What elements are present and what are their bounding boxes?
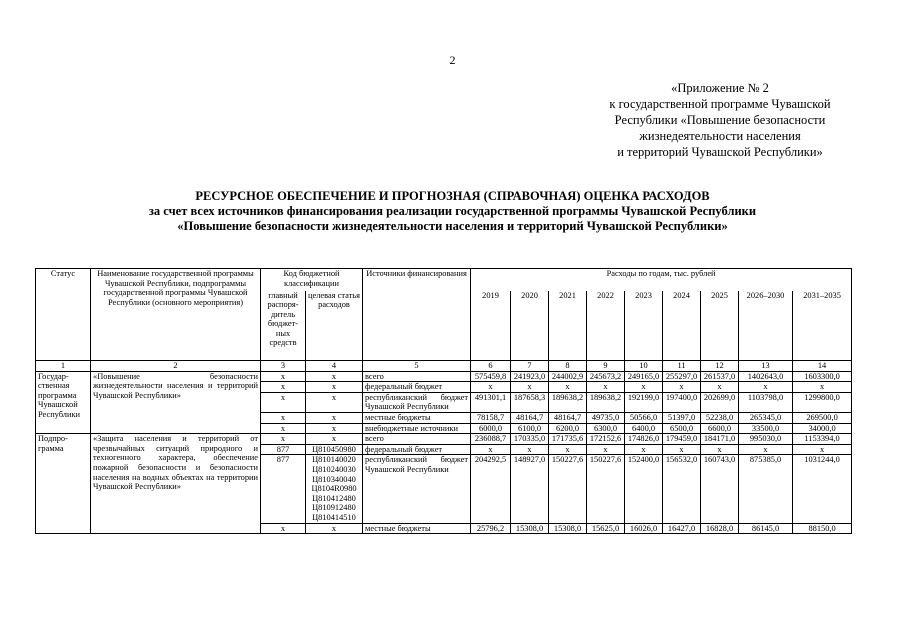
amount-cell: 249165,0 xyxy=(625,371,663,382)
header-expenses-group: Расходы по годам, тыс. рублей xyxy=(471,269,852,291)
title-line: «Повышение безопасности жизнедеятельности населения и территорий Чувашской Республики» xyxy=(177,219,728,233)
amount-cell: 184171,0 xyxy=(701,434,739,445)
header-year: 2025 xyxy=(701,291,739,361)
amount-cell: 1153394,0 xyxy=(793,434,852,445)
appendix-line: и территорий Чувашской Республики» xyxy=(617,145,823,159)
amount-cell: x xyxy=(549,444,587,455)
funding-source-cell: федеральный бюджет xyxy=(363,444,471,455)
header-year: 2019 xyxy=(471,291,511,361)
amount-cell: 204292,5 xyxy=(471,455,511,523)
amount-cell: 255297,0 xyxy=(663,371,701,382)
page-number: 2 xyxy=(449,53,456,67)
column-number: 14 xyxy=(793,361,852,372)
target-article-cell: x xyxy=(306,371,363,382)
amount-cell: x xyxy=(471,444,511,455)
status-cell: Подпро-грамма xyxy=(36,434,91,534)
table-row xyxy=(36,434,852,445)
amount-cell: 88150,0 xyxy=(793,523,852,534)
funding-source-cell: всего xyxy=(363,434,471,445)
column-number: 5 xyxy=(363,361,471,372)
amount-cell: x xyxy=(511,382,549,393)
title-line: за счет всех источников финансирования реализации государственной программы Чувашской Республики xyxy=(148,204,757,218)
amount-cell: x xyxy=(793,382,852,393)
column-number: 13 xyxy=(739,361,793,372)
amount-cell: 875385,0 xyxy=(739,455,793,523)
amount-cell: 1031244,0 xyxy=(793,455,852,523)
gr-code-cell: x xyxy=(261,382,306,393)
column-number: 9 xyxy=(587,361,625,372)
amount-cell: 52238,0 xyxy=(701,412,739,423)
gr-code-cell: x xyxy=(261,423,306,434)
column-number: 2 xyxy=(91,361,261,372)
amount-cell: 995030,0 xyxy=(739,434,793,445)
amount-cell: 241923,0 xyxy=(511,371,549,382)
column-number: 7 xyxy=(511,361,549,372)
program-name-cell: «Повышение безопасности жизнедеятельности населения и территорий Чувашской Республики» xyxy=(91,371,261,434)
amount-cell: 86145,0 xyxy=(739,523,793,534)
amount-cell: 6200,0 xyxy=(549,423,587,434)
amount-cell: 6400,0 xyxy=(625,423,663,434)
amount-cell: 48164,7 xyxy=(549,412,587,423)
amount-cell: 174826,0 xyxy=(625,434,663,445)
target-article-cell: x xyxy=(306,412,363,423)
target-article-cell: x xyxy=(306,382,363,393)
amount-cell: 156532,0 xyxy=(663,455,701,523)
column-number: 6 xyxy=(471,361,511,372)
amount-cell: x xyxy=(471,382,511,393)
amount-cell: 197400,0 xyxy=(663,392,701,412)
amount-cell: 148927,0 xyxy=(511,455,549,523)
amount-cell: 152400,0 xyxy=(625,455,663,523)
amount-cell: 48164,7 xyxy=(511,412,549,423)
amount-cell: 187658,3 xyxy=(511,392,549,412)
amount-cell: 6600,0 xyxy=(701,423,739,434)
column-number: 1 xyxy=(36,361,91,372)
amount-cell: 6500,0 xyxy=(663,423,701,434)
column-number: 8 xyxy=(549,361,587,372)
funding-source-cell: внебюджетные источники xyxy=(363,423,471,434)
amount-cell: 6000,0 xyxy=(471,423,511,434)
budget-table xyxy=(35,268,852,534)
title-line: РЕСУРСНОЕ ОБЕСПЕЧЕНИЕ И ПРОГНОЗНАЯ (СПРАВОЧНАЯ) ОЦЕНКА РАСХОДОВ xyxy=(195,189,710,203)
amount-cell: x xyxy=(663,382,701,393)
amount-cell: 50566,0 xyxy=(625,412,663,423)
target-article-cell: x xyxy=(306,392,363,412)
column-number: 11 xyxy=(663,361,701,372)
header-status: Статус xyxy=(36,269,91,361)
target-article-cell: Ц810140020 Ц810240030 Ц810340040 Ц8104R0980 Ц810412480 Ц810912480 Ц810414510 xyxy=(306,455,363,523)
amount-cell: 15625,0 xyxy=(587,523,625,534)
gr-code-cell: 877 xyxy=(261,444,306,455)
status-cell: Государ-ственная программа Чувашской Республики xyxy=(36,371,91,434)
funding-source-cell: всего xyxy=(363,371,471,382)
amount-cell: 25796,2 xyxy=(471,523,511,534)
amount-cell: 150227,6 xyxy=(587,455,625,523)
amount-cell: 575459,8 xyxy=(471,371,511,382)
amount-cell: 202699,0 xyxy=(701,392,739,412)
header-year: 2020 xyxy=(511,291,549,361)
header-year: 2031–2035 xyxy=(793,291,852,361)
amount-cell: 491301,1 xyxy=(471,392,511,412)
amount-cell: 34000,0 xyxy=(793,423,852,434)
header-year: 2022 xyxy=(587,291,625,361)
amount-cell: 170335,0 xyxy=(511,434,549,445)
header-code-cs: целевая статья расходов xyxy=(306,291,363,361)
appendix-line: «Приложение № 2 xyxy=(671,81,769,95)
funding-source-cell: местные бюджеты xyxy=(363,523,471,534)
appendix-note xyxy=(520,80,905,160)
amount-cell: x xyxy=(549,382,587,393)
amount-cell: 192199,0 xyxy=(625,392,663,412)
column-number: 4 xyxy=(306,361,363,372)
amount-cell: 179459,0 xyxy=(663,434,701,445)
amount-cell: 16427,0 xyxy=(663,523,701,534)
target-article-cell: x xyxy=(306,423,363,434)
amount-cell: 6300,0 xyxy=(587,423,625,434)
column-number: 3 xyxy=(261,361,306,372)
amount-cell: x xyxy=(793,444,852,455)
amount-cell: x xyxy=(587,444,625,455)
funding-source-cell: местные бюджеты xyxy=(363,412,471,423)
amount-cell: x xyxy=(701,444,739,455)
amount-cell: 245673,2 xyxy=(587,371,625,382)
header-year: 2023 xyxy=(625,291,663,361)
header-code-group: Код бюджетной классификации xyxy=(261,269,363,291)
document-title xyxy=(0,189,905,234)
amount-cell: 49735,0 xyxy=(587,412,625,423)
column-number: 12 xyxy=(701,361,739,372)
appendix-line: к государственной программе Чувашской xyxy=(609,97,831,111)
amount-cell: x xyxy=(625,382,663,393)
amount-cell: 1402643,0 xyxy=(739,371,793,382)
table-row xyxy=(36,371,852,382)
header-year: 2021 xyxy=(549,291,587,361)
amount-cell: x xyxy=(739,444,793,455)
amount-cell: x xyxy=(739,382,793,393)
amount-cell: 51397,0 xyxy=(663,412,701,423)
amount-cell: 189638,2 xyxy=(549,392,587,412)
amount-cell: 189638,2 xyxy=(587,392,625,412)
amount-cell: x xyxy=(663,444,701,455)
appendix-line: жизнедеятельности населения xyxy=(639,129,801,143)
amount-cell: 171735,6 xyxy=(549,434,587,445)
header-sources: Источники финансирования xyxy=(363,269,471,361)
target-article-cell: x xyxy=(306,523,363,534)
gr-code-cell: x xyxy=(261,392,306,412)
gr-code-cell: x xyxy=(261,523,306,534)
funding-source-cell: республиканский бюджет Чувашской Республики xyxy=(363,392,471,412)
funding-source-cell: федеральный бюджет xyxy=(363,382,471,393)
amount-cell: 265345,0 xyxy=(739,412,793,423)
amount-cell: x xyxy=(625,444,663,455)
amount-cell: 172152,6 xyxy=(587,434,625,445)
amount-cell: 261537,0 xyxy=(701,371,739,382)
gr-code-cell: 877 xyxy=(261,455,306,523)
target-article-cell: x xyxy=(306,434,363,445)
amount-cell: 15308,0 xyxy=(549,523,587,534)
target-article-cell: Ц810450980 xyxy=(306,444,363,455)
amount-cell: 160743,0 xyxy=(701,455,739,523)
amount-cell: 1103798,0 xyxy=(739,392,793,412)
amount-cell: 1299800,0 xyxy=(793,392,852,412)
amount-cell: x xyxy=(511,444,549,455)
header-code-gr: главный распоря-дитель бюджет-ных средств xyxy=(261,291,306,361)
amount-cell: 1603300,0 xyxy=(793,371,852,382)
amount-cell: 269500,0 xyxy=(793,412,852,423)
column-number: 10 xyxy=(625,361,663,372)
amount-cell: 244002,9 xyxy=(549,371,587,382)
gr-code-cell: x xyxy=(261,434,306,445)
amount-cell: 16828,0 xyxy=(701,523,739,534)
amount-cell: 78158,7 xyxy=(471,412,511,423)
appendix-line: Республики «Повышение безопасности xyxy=(614,113,826,127)
gr-code-cell: x xyxy=(261,412,306,423)
header-year: 2026–2030 xyxy=(739,291,793,361)
amount-cell: 150227,6 xyxy=(549,455,587,523)
amount-cell: x xyxy=(587,382,625,393)
amount-cell: 16026,0 xyxy=(625,523,663,534)
amount-cell: 15308,0 xyxy=(511,523,549,534)
amount-cell: 236088,7 xyxy=(471,434,511,445)
gr-code-cell: x xyxy=(261,371,306,382)
amount-cell: x xyxy=(701,382,739,393)
amount-cell: 6100,0 xyxy=(511,423,549,434)
header-year: 2024 xyxy=(663,291,701,361)
funding-source-cell: республиканский бюджет Чувашской Республики xyxy=(363,455,471,523)
header-name: Наименование государственной программы Чувашской Республики, подпрограммы государственной программы Чувашской Республики (основного мероприятия) xyxy=(91,269,261,361)
program-name-cell: «Защита населения и территорий от чрезвычайных ситуаций природного и техногенного характера, обеспечение пожарной безопасности и безопасности населения на водных объектах на территории Чувашской Республики» xyxy=(91,434,261,534)
amount-cell: 33500,0 xyxy=(739,423,793,434)
